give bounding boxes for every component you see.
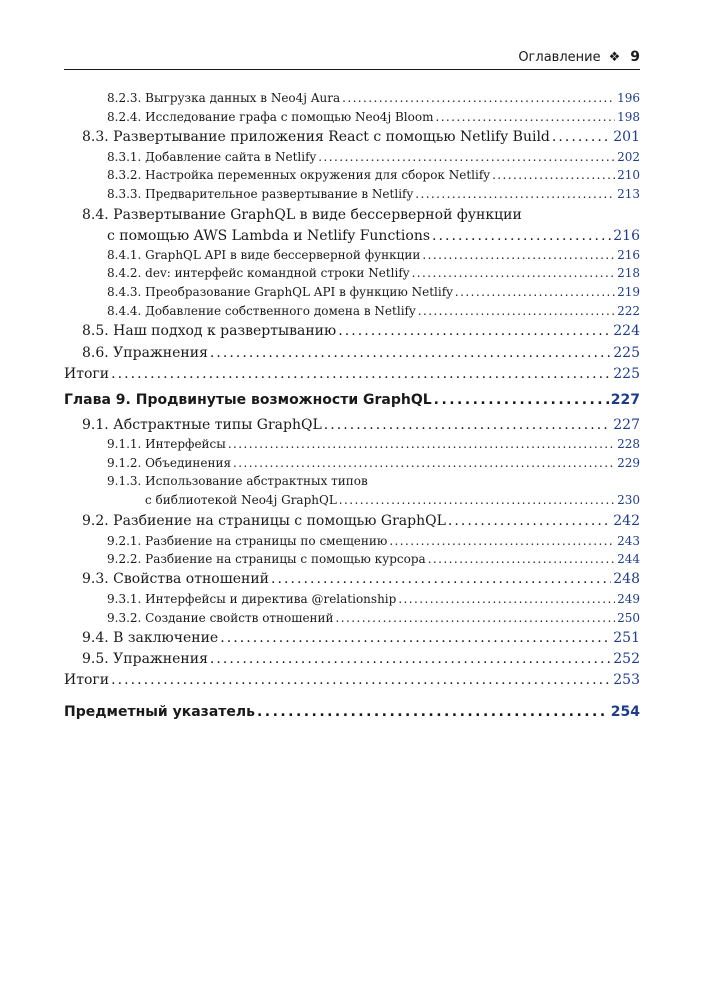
toc-entry-page: 210: [617, 168, 640, 182]
toc-entry-page: 229: [617, 456, 640, 470]
toc-entry-title: 9.1.1. Интерфейсы: [107, 437, 226, 451]
toc-entry[interactable]: [82, 345, 640, 361]
toc-entry-page: 201: [613, 129, 640, 145]
toc-leader-dots: [552, 129, 611, 145]
toc-entry-page: 251: [613, 630, 640, 646]
toc-entry[interactable]: [82, 417, 640, 433]
toc-leader-dots: [428, 552, 615, 566]
toc-entry-title: 9.2. Разбиение на страницы с помощью GraphQL: [82, 513, 446, 529]
toc-entry-title: с помощью AWS Lambda и Netlify Functions: [107, 228, 431, 244]
toc-entry[interactable]: [107, 304, 640, 318]
toc-entry-title: 8.2.3. Выгрузка данных в Neo4j Aura: [107, 91, 341, 105]
toc-leader-dots: [210, 345, 611, 361]
toc-leader-dots: [228, 437, 615, 451]
toc-entry[interactable]: [107, 266, 640, 280]
toc-leader-dots: [398, 592, 615, 606]
toc-entry[interactable]: [82, 513, 640, 529]
toc-leader-dots: [336, 611, 616, 625]
toc-leader-dots: [432, 228, 611, 244]
toc-leader-dots: [257, 704, 609, 720]
toc-entry[interactable]: [145, 493, 640, 507]
toc-chapter-entry[interactable]: [64, 392, 640, 408]
toc-leader-dots: [434, 392, 609, 408]
toc-entry-page: 248: [613, 571, 640, 587]
toc-chapter-page: 227: [610, 392, 640, 408]
toc-leader-dots: [220, 630, 611, 646]
toc-entry-page: 225: [613, 366, 640, 382]
toc-leader-dots: [415, 187, 615, 201]
toc-entry-title: 8.2.4. Исследование графа с помощью Neo4j Bloom: [107, 110, 434, 124]
toc-entry[interactable]: [107, 228, 640, 244]
toc-entry[interactable]: [82, 571, 640, 587]
toc-entry-title: 8.3.3. Предварительное развертывание в Netlify: [107, 187, 414, 201]
toc-entry-title: 9.4. В заключение: [82, 630, 219, 646]
toc-entry[interactable]: [107, 110, 640, 124]
toc-entry-page: 202: [617, 150, 640, 164]
toc-entry[interactable]: [107, 248, 640, 262]
toc-entry-page: 219: [617, 285, 640, 299]
toc-leader-dots: [271, 571, 611, 587]
toc-entry-page: 218: [617, 266, 640, 280]
toc-entry-title: 8.4.1. GraphQL API в виде бессерверной функции: [107, 248, 421, 262]
toc-entry-title: 9.3. Свойства отношений: [82, 571, 270, 587]
toc-entry-title: 9.3.1. Интерфейсы и директива @relationship: [107, 592, 397, 606]
toc-entry-title: 8.5. Наш подход к развертыванию: [82, 323, 337, 339]
toc-entry[interactable]: [107, 534, 640, 548]
toc-entry-title: 9.3.2. Создание свойств отношений: [107, 611, 334, 625]
toc-entry-title: 8.3. Развертывание приложения React с помощью Netlify Build: [82, 129, 550, 145]
toc-leader-dots: [418, 304, 615, 318]
toc-entry-title-line1: 9.1.3. Использование абстрактных типов: [107, 474, 368, 488]
toc-entry-page: 230: [617, 493, 640, 507]
toc-entry[interactable]: [107, 456, 640, 470]
toc-entry-page: 252: [613, 651, 640, 667]
toc-leader-dots: [435, 110, 615, 124]
toc-leader-dots: [233, 456, 615, 470]
toc-entry-page: 213: [617, 187, 640, 201]
toc-leader-dots: [455, 285, 615, 299]
toc-leader-dots: [210, 651, 611, 667]
toc-entry-page: 216: [617, 248, 640, 262]
toc-entry-page: 224: [613, 323, 640, 339]
toc-entry-title: 9.5. Упражнения: [82, 651, 208, 667]
toc-entry-page: 196: [617, 91, 640, 105]
toc-entry-title-line1: 8.4. Развертывание GraphQL в виде бессерверной функции: [82, 207, 522, 223]
toc-entry-page: 222: [617, 304, 640, 318]
toc-entry[interactable]: [107, 552, 640, 566]
toc-leader-dots: [339, 493, 615, 507]
toc-entry-title: 9.2.2. Разбиение на страницы с помощью курсора: [107, 552, 426, 566]
toc-entry-page: 228: [617, 437, 640, 451]
toc-chapter-title: Глава 9. Продвинутые возможности GraphQL: [64, 392, 432, 408]
toc-entry-title: 8.3.2. Настройка переменных окружения для сборок Netlify: [107, 168, 491, 182]
toc-entry[interactable]: [82, 630, 640, 646]
toc-entry-title: 8.6. Упражнения: [82, 345, 208, 361]
toc-leader-dots: [111, 672, 611, 688]
toc-entry-title: 8.3.1. Добавление сайта в Netlify: [107, 150, 317, 164]
toc-entry[interactable]: [107, 150, 640, 164]
toc-entry-page: 249: [617, 592, 640, 606]
toc-chapter-title: Предметный указатель: [64, 704, 255, 720]
toc-leader-dots: [338, 323, 611, 339]
toc-leader-dots: [448, 513, 611, 529]
toc-leader-dots: [492, 168, 615, 182]
header-page-number: 9: [630, 49, 640, 65]
toc-entry-title: 8.4.3. Преобразование GraphQL API в функцию Netlify: [107, 285, 453, 299]
toc-leader-dots: [318, 150, 615, 164]
toc-entry-page: 242: [613, 513, 640, 529]
toc-entry-title: 9.2.1. Разбиение на страницы по смещению: [107, 534, 388, 548]
toc-entry[interactable]: [82, 129, 640, 145]
running-header-text: [518, 49, 640, 65]
toc-entry[interactable]: [107, 285, 640, 299]
toc-leader-dots: [342, 91, 615, 105]
toc-entry-page: 225: [613, 345, 640, 361]
toc-entry[interactable]: [107, 187, 640, 201]
toc-entry[interactable]: [82, 651, 640, 667]
running-header: [64, 49, 640, 70]
toc-entry-page: 243: [617, 534, 640, 548]
toc-leader-dots: [412, 266, 616, 280]
toc-entry-page: 250: [617, 611, 640, 625]
toc-entry-title: 9.1.2. Объединения: [107, 456, 232, 470]
toc-entry-title: с библиотекой Neo4j GraphQL: [145, 493, 337, 507]
toc-entry[interactable]: [107, 611, 640, 625]
toc-entry-title: Итоги: [64, 366, 110, 382]
toc-entry[interactable]: [82, 323, 640, 339]
toc-entry-page: 253: [613, 672, 640, 688]
toc-entry-title: 8.4.4. Добавление собственного домена в Netlify: [107, 304, 416, 318]
toc-entry-page: 227: [613, 417, 640, 433]
toc-entry[interactable]: [107, 437, 640, 451]
toc-chapter-page: 254: [610, 704, 640, 720]
toc-leader-dots: [422, 248, 615, 262]
toc-entry-page: 216: [613, 228, 640, 244]
toc-entry[interactable]: [64, 366, 640, 382]
toc-leader-dots: [111, 366, 611, 382]
header-title: Оглавление: [518, 49, 601, 65]
toc-entry[interactable]: [107, 168, 640, 182]
toc-entry[interactable]: [107, 91, 640, 105]
toc-chapter-entry[interactable]: [64, 704, 640, 720]
toc-entry-page: 244: [617, 552, 640, 566]
diamond-ornament-icon: ❖: [608, 49, 621, 65]
toc-entry-title: 8.4.2. dev: интерфейс командной строки Netlify: [107, 266, 410, 280]
toc-leader-dots: [324, 417, 611, 433]
toc-entry-title: Итоги: [64, 672, 110, 688]
toc-entry-page: 198: [617, 110, 640, 124]
toc-leader-dots: [389, 534, 615, 548]
toc-entry-title: 9.1. Абстрактные типы GraphQL: [82, 417, 322, 433]
toc-entry[interactable]: [64, 672, 640, 688]
toc-entry[interactable]: [107, 592, 640, 606]
